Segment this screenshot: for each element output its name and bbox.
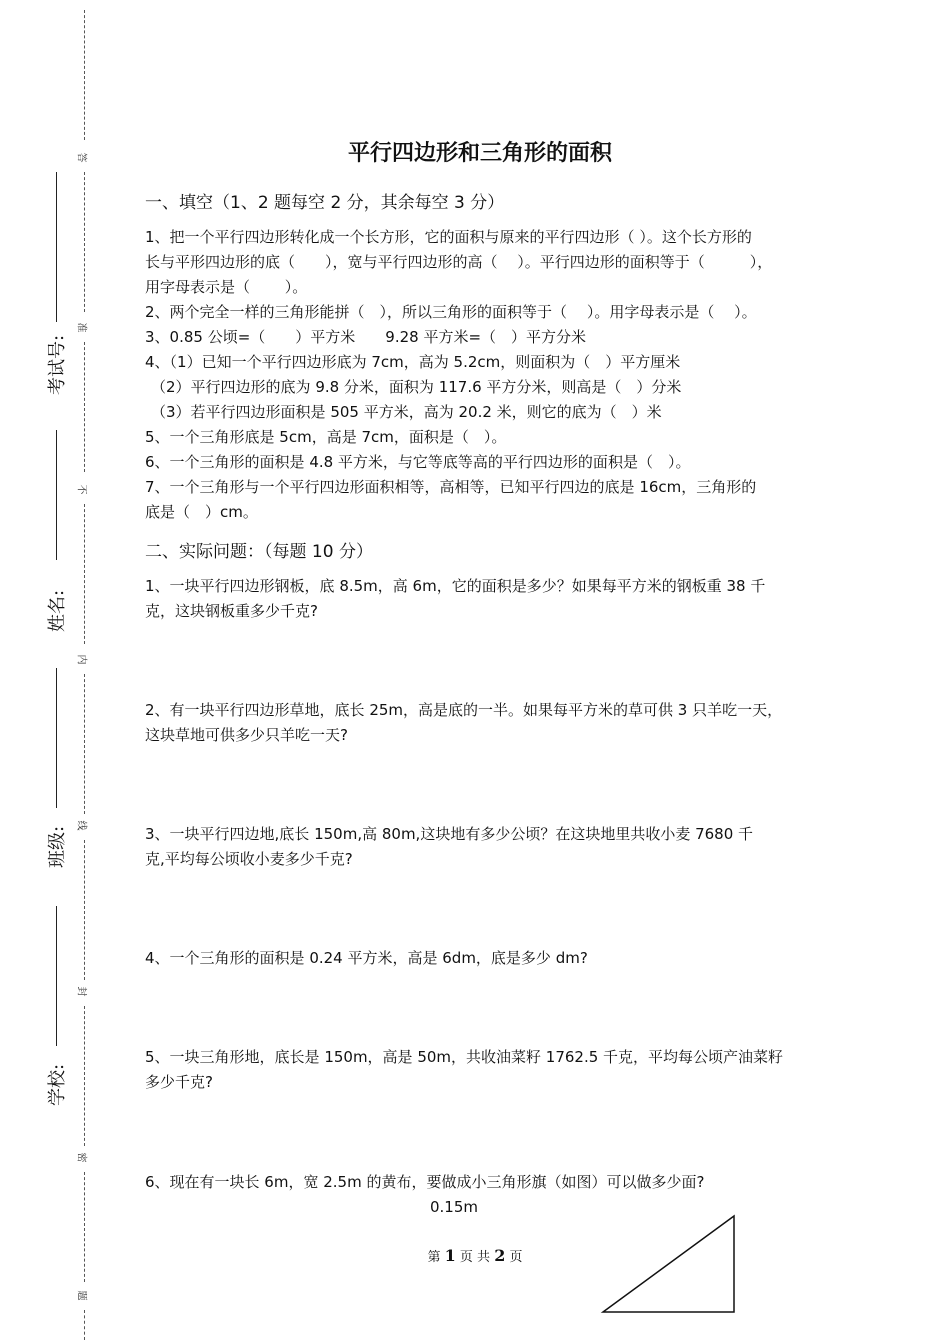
footer-mid: 页 共 [459, 1250, 491, 1265]
field-write-line [56, 430, 57, 560]
seal-char: 内 [75, 654, 87, 665]
seal-char: 题 [75, 1290, 87, 1301]
problem-6-line: 6、现在有一块长 6m，宽 2.5m 的黄布，要做成小三角形旗（如图）可以做多少面? [145, 1173, 705, 1191]
question-line: 7、一个三角形与一个平行四边形面积相等，高相等，已知平行四边的底是 16cm，三角形的 [145, 478, 757, 496]
seal-dash-line [84, 10, 85, 140]
question-line: 1、把一个平行四边形转化成一个长方形，它的面积与原来的平行四边形（ ）。这个长方形的 [145, 228, 752, 246]
section-heading-fill-in: 一、填空（1、2 题每空 2 分，其余每空 3 分） [145, 193, 505, 213]
question-line: 4、（1）已知一个平行四边形底为 7cm，高为 5.2cm，则面积为（ ）平方厘米 [145, 353, 681, 371]
question-line: 长与平形四边形的底（ ），宽与平行四边形的高（ ）。平行四边形的面积等于（ ）， [145, 253, 773, 271]
footer-suffix: 页 [509, 1250, 523, 1265]
seal-dash-line [84, 504, 85, 644]
problem-2-line: 2、有一块平行四边形草地，底长 25m，高是底的一半。如果每平方米的草可供 3 只羊吃一天， [145, 701, 783, 719]
field-write-line [56, 906, 57, 1046]
figure-dimension-label: 0.15m [430, 1198, 479, 1216]
class-label: 班级: [47, 825, 68, 869]
total-page-number: 2 [494, 1246, 506, 1265]
question-line: 5、一个三角形底是 5cm，高是 7cm，面积是（ ）。 [145, 428, 507, 446]
seal-char: 封 [75, 986, 87, 997]
question-line: 6、一个三角形的面积是 4.8 平方米，与它等底等高的平行四边形的面积是（ ）。 [145, 453, 691, 471]
question-line: （2）平行四边形的底为 9.8 分米，面积为 117.6 平方分米，则高是（ ）分米 [151, 378, 682, 396]
section-heading-word-problems: 二、实际问题：（每题 10 分） [145, 542, 373, 562]
seal-dash-line [84, 1310, 85, 1340]
seal-char: 答 [75, 152, 87, 163]
question-line: 2、两个完全一样的三角形能拼（ ），所以三角形的面积等于（ ）。用字母表示是（ ）。 [145, 303, 757, 321]
field-write-line [56, 668, 57, 808]
seal-dash-line [84, 840, 85, 980]
seal-dash-line [84, 1172, 85, 1282]
question-line: 用字母表示是（ ）。 [145, 278, 308, 296]
school-label: 学校: [47, 1063, 68, 1107]
question-line: 底是（ ）cm。 [145, 503, 258, 521]
footer-prefix: 第 [427, 1250, 441, 1265]
page-footer [0, 1246, 950, 1265]
seal-char: 不 [75, 484, 87, 495]
problem-2-line: 这块草地可供多少只羊吃一天? [145, 726, 348, 744]
current-page-number: 1 [444, 1246, 456, 1265]
seal-dash-line [84, 172, 85, 312]
problem-1-line: 1、一块平行四边形钢板，底 8.5m，高 6m，它的面积是多少？如果每平方米的钢板重 38 千 [145, 577, 766, 595]
exam-number-label: 考试号: [47, 334, 68, 395]
name-label: 姓名: [47, 589, 68, 633]
page-title: 平行四边形和三角形的面积 [347, 141, 612, 166]
seal-dash-line [84, 674, 85, 814]
field-write-line [56, 172, 57, 322]
seal-char: 准 [75, 322, 87, 333]
problem-3-line: 3、一块平行四边地,底长 150m,高 80m,这块地有多少公顷？在这块地里共收小麦 7680 千 [145, 825, 754, 843]
question-line: （3）若平行四边形面积是 505 平方米，高为 20.2 米，则它的底为（ ）米 [151, 403, 662, 421]
seal-dash-line [84, 342, 85, 472]
problem-3-line: 克,平均每公顷收小麦多少千克? [145, 850, 353, 868]
seal-char: 线 [75, 820, 87, 831]
problem-5-line: 5、一块三角形地，底长是 150m，高是 50m，共收油菜籽 1762.5 千克，平均每公顷产油菜籽 [145, 1048, 784, 1066]
question-line: 3、0.85 公顷=（ ）平方米 9.28 平方米=（ ）平方分米 [145, 328, 587, 346]
binding-margin [0, 0, 130, 1344]
problem-1-line: 克，这块钢板重多少千克? [145, 602, 318, 620]
problem-5-line: 多少千克? [145, 1073, 213, 1091]
seal-dash-line [84, 1006, 85, 1146]
problem-4-line: 4、一个三角形的面积是 0.24 平方米，高是 6dm，底是多少 dm? [145, 949, 588, 967]
seal-char: 密 [75, 1152, 87, 1163]
